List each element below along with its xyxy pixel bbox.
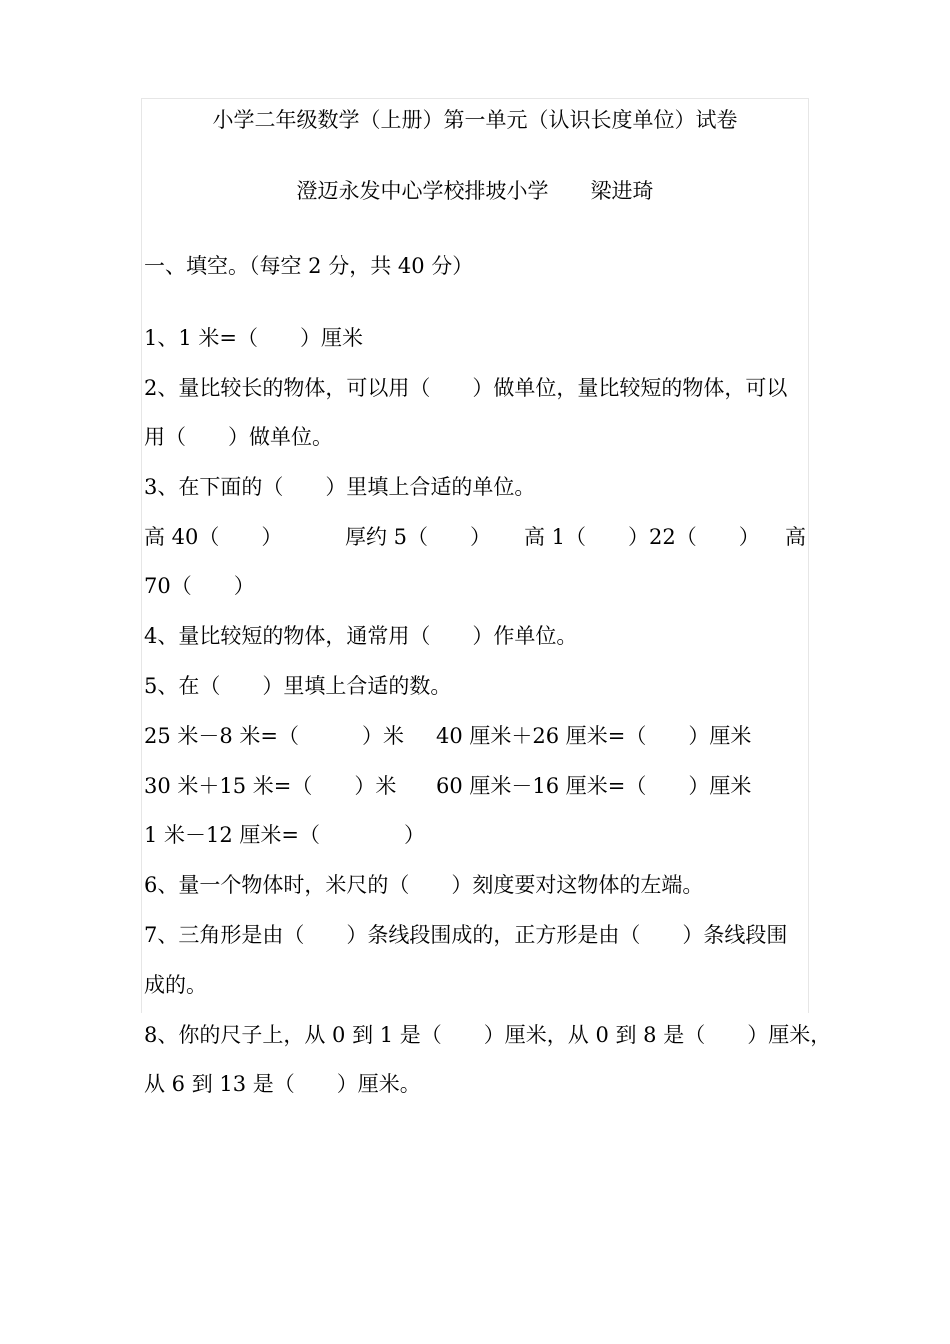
- page-frame-top: [141, 98, 809, 99]
- question-5-b: 40 厘米＋26 厘米=（ ）厘米: [436, 724, 752, 748]
- question-8-line-1: 8、你的尺子上，从 0 到 1 是（ ）厘米，从 0 到 8 是（ ）厘米，: [144, 1023, 832, 1047]
- author-line: 澄迈永发中心学校排坡小学 梁进琦: [296, 179, 654, 203]
- question-5-e: 1 米－12 厘米=（ ）: [144, 823, 426, 847]
- question-6: 6、量一个物体时，米尺的（ ）刻度要对这物体的左端。: [144, 873, 704, 897]
- question-3-line-2: 70（ ）: [144, 574, 255, 598]
- question-8-line-2: 从 6 到 13 是（ ）厘米。: [144, 1072, 421, 1096]
- question-3-item-3: 高 1（ ）22（ ）: [524, 525, 760, 549]
- question-3: 3、在下面的（ ）里填上合适的单位。: [144, 475, 536, 499]
- question-5-a: 25 米－8 米=（ ）米: [144, 724, 405, 748]
- page-frame-right: [808, 98, 809, 1013]
- document-title: 小学二年级数学（上册）第一单元（认识长度单位）试卷: [212, 108, 738, 132]
- question-2-line-1: 2、量比较长的物体，可以用（ ）做单位，量比较短的物体，可以: [144, 376, 788, 400]
- question-5-c: 30 米＋15 米=（ ）米: [144, 774, 397, 798]
- question-4: 4、量比较短的物体，通常用（ ）作单位。: [144, 624, 578, 648]
- question-7-line-2: 成的。: [144, 973, 207, 997]
- section-heading: 一、填空。（每空 2 分，共 40 分）: [144, 254, 474, 278]
- question-3-item-1: 高 40（ ）: [144, 525, 283, 549]
- question-5: 5、在（ ）里填上合适的数。: [144, 674, 452, 698]
- question-3-item-2: 厚约 5（ ）: [345, 525, 492, 549]
- page-frame-left: [141, 98, 142, 1013]
- question-3-item-4: 高: [785, 525, 806, 549]
- question-2-line-2: 用（ ）做单位。: [144, 425, 333, 449]
- question-1: 1、1 米=（ ）厘米: [144, 326, 363, 350]
- question-7-line-1: 7、三角形是由（ ）条线段围成的，正方形是由（ ）条线段围: [144, 923, 788, 947]
- question-5-d: 60 厘米－16 厘米=（ ）厘米: [436, 774, 752, 798]
